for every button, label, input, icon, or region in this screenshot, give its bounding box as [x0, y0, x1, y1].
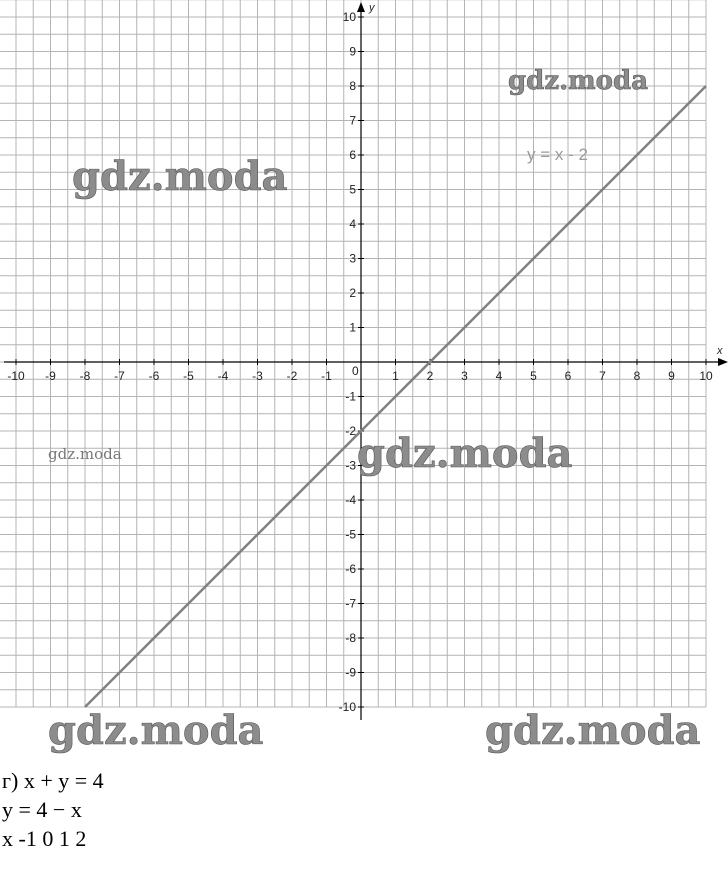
x-tick-label: -8 — [79, 369, 91, 383]
x-tick-label: -9 — [45, 369, 56, 383]
y-tick-label: 6 — [349, 148, 356, 162]
y-axis-arrow — [357, 2, 365, 12]
x-tick-label: 2 — [426, 369, 434, 383]
y-tick-label: -2 — [345, 424, 356, 438]
x-tick-label: 1 — [392, 369, 399, 383]
y-tick-label: 9 — [349, 44, 356, 59]
y-tick-label: -3 — [345, 458, 356, 473]
y-tick-label: -10 — [338, 700, 356, 714]
y-tick-label: -1 — [345, 389, 356, 404]
watermark: gdz.moda — [48, 707, 264, 754]
y-tick-label: 5 — [349, 182, 356, 197]
x-tick-label: -3 — [252, 369, 263, 383]
y-tick-label: 7 — [349, 113, 356, 128]
line-equation-label: y = x - 2 — [527, 145, 588, 164]
watermark: gdz.moda — [72, 153, 288, 200]
watermark: gdz.moda — [357, 430, 573, 477]
text-line: y = 4 − x — [2, 797, 82, 822]
y-tick-label: -8 — [345, 631, 356, 645]
text-line: x -1 0 1 2 — [2, 826, 87, 851]
x-tick-label: -6 — [148, 369, 160, 383]
y-tick-label: -6 — [345, 562, 356, 576]
solution-text — [0, 766, 728, 853]
y-tick-label: 4 — [349, 217, 356, 231]
x-tick-label: -7 — [114, 369, 125, 383]
x-axis-label: x — [717, 345, 723, 357]
y-tick-label: -5 — [345, 527, 356, 542]
x-tick-label: 6 — [564, 369, 572, 383]
y-tick-label: -9 — [345, 665, 356, 680]
x-tick-label: -10 — [7, 369, 25, 383]
y-tick-label: 3 — [349, 251, 356, 266]
watermark: gdz.moda — [48, 445, 122, 463]
origin-label: 0 — [352, 364, 359, 378]
x-tick-label: -2 — [286, 369, 298, 383]
x-axis-arrow — [718, 358, 728, 366]
x-tick-label: -1 — [321, 369, 332, 383]
y-tick-label: -4 — [345, 493, 356, 507]
x-tick-label: -5 — [183, 369, 194, 383]
y-tick-label: 2 — [349, 286, 356, 300]
y-axis-label: y — [369, 2, 375, 14]
x-tick-label: -4 — [217, 369, 229, 383]
y-tick-label: 10 — [342, 10, 356, 24]
x-tick-label: 4 — [495, 369, 503, 383]
watermark: gdz.moda — [508, 66, 649, 96]
text-line: г) x + y = 4 — [2, 768, 104, 793]
watermark: gdz.moda — [485, 707, 701, 754]
y-tick-label: 8 — [349, 79, 356, 93]
x-tick-label: 10 — [699, 369, 713, 383]
y-tick-label: -7 — [345, 596, 356, 611]
x-tick-label: 5 — [530, 369, 537, 383]
x-tick-label: 3 — [461, 369, 468, 383]
x-tick-label: 8 — [633, 369, 641, 383]
x-tick-label: 7 — [599, 369, 606, 383]
x-tick-label: 9 — [668, 369, 675, 383]
y-tick-label: 1 — [349, 320, 356, 335]
